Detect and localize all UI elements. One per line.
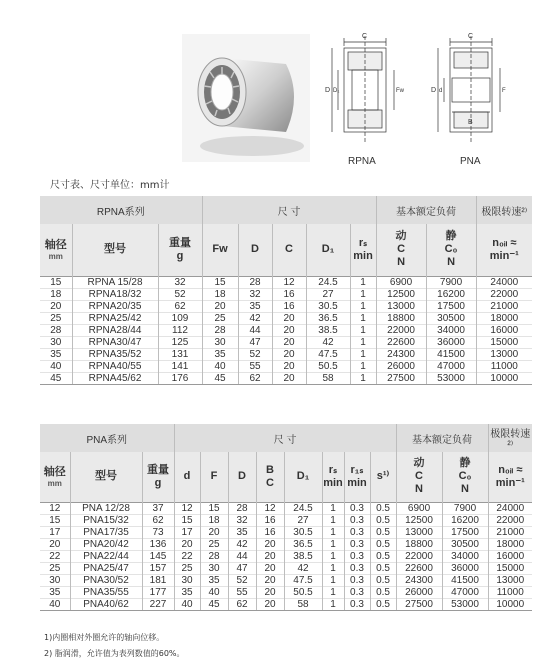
rpna-col-sta: 静 C₀ N [426, 224, 476, 276]
table-cell: 0.3 [344, 586, 370, 598]
table-cell: 47 [238, 336, 272, 348]
table-cell: 24.5 [306, 276, 350, 288]
table-cell: RPNA25/42 [72, 312, 158, 324]
table-cell: 12 [40, 502, 70, 514]
table-cell: 40 [174, 598, 200, 610]
table-cell: 11000 [476, 360, 532, 372]
table-cell: 30.5 [306, 300, 350, 312]
table-cell: 22000 [476, 288, 532, 300]
table-cell: 1 [350, 288, 376, 300]
table-cell: 20 [272, 360, 306, 372]
units-title: 尺寸表、尺寸单位：mm计 [50, 180, 170, 191]
table-cell: 47.5 [284, 574, 322, 586]
table-cell: 20 [256, 550, 284, 562]
pna-col-d: d [174, 452, 200, 502]
table-cell: 16 [272, 288, 306, 300]
table-cell: 20 [202, 300, 238, 312]
table-cell: 30 [40, 574, 70, 586]
table-cell: 0.5 [370, 538, 396, 550]
table-cell: 32 [158, 276, 202, 288]
table-cell: 0.3 [344, 550, 370, 562]
table-cell: 22000 [396, 550, 442, 562]
table-cell: PNA15/32 [70, 514, 142, 526]
table-cell: 21000 [476, 300, 532, 312]
svg-text:D: D [325, 87, 331, 94]
table-cell: 0.3 [344, 562, 370, 574]
table-cell: 16 [256, 526, 284, 538]
table-cell: 145 [142, 550, 174, 562]
table-cell: 30 [40, 336, 72, 348]
table-cell: 18000 [476, 312, 532, 324]
table-cell: PNA35/55 [70, 586, 142, 598]
table-cell: 27 [306, 288, 350, 300]
table-cell: 26000 [396, 586, 442, 598]
table-cell: 26000 [376, 360, 426, 372]
table-cell: 15 [40, 514, 70, 526]
table-cell: 15000 [488, 562, 532, 574]
table-cell: 15000 [476, 336, 532, 348]
pna-col-bc: B C [256, 452, 284, 502]
table-cell: 42 [284, 562, 322, 574]
table-cell: 20 [256, 562, 284, 574]
pna-col-d1: D₁ [284, 452, 322, 502]
table-cell: 50.5 [306, 360, 350, 372]
table-row [40, 348, 532, 360]
table-cell: 35 [40, 586, 70, 598]
bearing-photo [182, 34, 310, 162]
table-cell: 53000 [442, 598, 488, 610]
pna-col-model: 型号 [70, 452, 142, 502]
pna-diagram-label: PNA [460, 156, 481, 167]
table-cell: 53000 [426, 372, 476, 384]
table-cell: 28 [202, 324, 238, 336]
pna-table [40, 424, 532, 611]
table-row [40, 502, 532, 514]
table-cell: 27500 [396, 598, 442, 610]
table-cell: 0.3 [344, 574, 370, 586]
table-cell: 24000 [488, 502, 532, 514]
table-cell: 32 [228, 514, 256, 526]
table-cell: 0.5 [370, 586, 396, 598]
table-cell: 40 [200, 586, 228, 598]
table-cell: 17 [40, 526, 70, 538]
footnote-2: 2) 脂润滑，允许值为表列数值的60%。 [44, 649, 185, 658]
table-cell: 6900 [376, 276, 426, 288]
table-cell: 1 [322, 562, 344, 574]
table-cell: 41500 [426, 348, 476, 360]
table-cell: 52 [228, 574, 256, 586]
table-cell: 125 [158, 336, 202, 348]
table-cell: 6900 [396, 502, 442, 514]
table-cell: 10000 [476, 372, 532, 384]
svg-text:C: C [468, 33, 474, 40]
table-cell: 42 [306, 336, 350, 348]
table-cell: RPNA28/44 [72, 324, 158, 336]
table-cell: 1 [322, 550, 344, 562]
table-row [40, 336, 532, 348]
table-cell: 35 [202, 348, 238, 360]
table-cell: 16000 [476, 324, 532, 336]
table-cell: 0.3 [344, 598, 370, 610]
table-cell: 37 [142, 502, 174, 514]
table-cell: 20 [272, 348, 306, 360]
table-cell: 73 [142, 526, 174, 538]
table-cell: RPNA20/35 [72, 300, 158, 312]
table-cell: 62 [238, 372, 272, 384]
table-cell: 44 [228, 550, 256, 562]
table-cell: 24300 [396, 574, 442, 586]
table-cell: 45 [202, 372, 238, 384]
pna-diagram [428, 30, 520, 152]
table-cell: PNA20/42 [70, 538, 142, 550]
table-cell: 1 [350, 324, 376, 336]
table-cell: 1 [322, 586, 344, 598]
table-cell: 13000 [488, 574, 532, 586]
table-row [40, 288, 532, 300]
table-row [40, 586, 532, 598]
table-cell: 1 [322, 538, 344, 550]
table-cell: 55 [228, 586, 256, 598]
table-cell: 18800 [376, 312, 426, 324]
table-cell: 34000 [442, 550, 488, 562]
table-cell: 1 [350, 312, 376, 324]
table-cell: 141 [158, 360, 202, 372]
table-cell: 0.5 [370, 526, 396, 538]
table-cell: 1 [322, 574, 344, 586]
table-cell: 131 [158, 348, 202, 360]
table-cell: 22000 [488, 514, 532, 526]
table-cell: 20 [272, 336, 306, 348]
table-cell: 52 [158, 288, 202, 300]
table-cell: 36.5 [284, 538, 322, 550]
table-cell: 7900 [442, 502, 488, 514]
table-cell: 36000 [426, 336, 476, 348]
footnote-1: 1)内圈相对外圈允许的轴向位移。 [44, 633, 165, 642]
table-cell: 30500 [426, 312, 476, 324]
svg-text:D: D [431, 87, 437, 94]
table-cell: 47 [228, 562, 256, 574]
table-cell: 42 [228, 538, 256, 550]
svg-text:F: F [502, 88, 506, 94]
table-cell: 12500 [376, 288, 426, 300]
rpna-col-fw: Fw [202, 224, 238, 276]
table-cell: 20 [272, 372, 306, 384]
rpna-col-model: 型号 [72, 224, 158, 276]
table-cell: 36.5 [306, 312, 350, 324]
table-cell: PNA40/62 [70, 598, 142, 610]
table-cell: 30 [174, 574, 200, 586]
table-cell: 30 [202, 336, 238, 348]
table-cell: 20 [40, 538, 70, 550]
rpna-col-speed: n₀ᵢₗ ≈ min⁻¹ [476, 224, 532, 276]
table-cell: 21000 [488, 526, 532, 538]
table-cell: 15 [202, 276, 238, 288]
table-cell: 0.5 [370, 550, 396, 562]
table-cell: 17 [174, 526, 200, 538]
table-cell: 15 [200, 502, 228, 514]
table-cell: 40 [40, 598, 70, 610]
table-cell: 16200 [442, 514, 488, 526]
table-cell: 17500 [442, 526, 488, 538]
table-cell: 32 [238, 288, 272, 300]
table-cell: 28 [200, 550, 228, 562]
table-cell: 20 [256, 586, 284, 598]
table-cell: 22600 [376, 336, 426, 348]
rpna-col-rs: rₛ min [350, 224, 376, 276]
table-cell: 40 [202, 360, 238, 372]
svg-text:C: C [362, 33, 368, 40]
table-cell: 0.5 [370, 598, 396, 610]
table-cell: 181 [142, 574, 174, 586]
table-cell: 12500 [396, 514, 442, 526]
table-cell: RPNA35/52 [72, 348, 158, 360]
table-cell: 22600 [396, 562, 442, 574]
rpna-load-title: 基本额定负荷 [376, 196, 476, 224]
rpna-col-dyn: 动 C N [376, 224, 426, 276]
pna-col-rs: rₛ min [322, 452, 344, 502]
table-cell: 44 [238, 324, 272, 336]
table-cell: 1 [350, 348, 376, 360]
table-cell: 16 [256, 514, 284, 526]
table-cell: 20 [272, 324, 306, 336]
table-cell: 16000 [488, 550, 532, 562]
rpna-col-c: C [272, 224, 306, 276]
table-cell: 34000 [426, 324, 476, 336]
table-cell: 47000 [426, 360, 476, 372]
rpna-dims-title: 尺 寸 [202, 196, 376, 224]
table-cell: 17500 [426, 300, 476, 312]
table-cell: 50.5 [284, 586, 322, 598]
table-cell: 41500 [442, 574, 488, 586]
table-cell: 28 [228, 502, 256, 514]
table-cell: 0.5 [370, 514, 396, 526]
pna-col-f: F [200, 452, 228, 502]
table-cell: 20 [200, 526, 228, 538]
table-cell: 12 [256, 502, 284, 514]
table-cell: 27 [284, 514, 322, 526]
svg-text:Fw: Fw [396, 88, 404, 94]
table-cell: RPNA18/32 [72, 288, 158, 300]
pna-col-dd: D [228, 452, 256, 502]
table-cell: 58 [306, 372, 350, 384]
rpna-series-title: RPNA系列 [40, 196, 202, 224]
table-cell: RPNA40/55 [72, 360, 158, 372]
table-cell: RPNA45/62 [72, 372, 158, 384]
rpna-col-d: D [238, 224, 272, 276]
table-cell: RPNA 15/28 [72, 276, 158, 288]
rpna-diagram [322, 30, 414, 152]
table-cell: 62 [228, 598, 256, 610]
table-cell: 20 [272, 312, 306, 324]
table-row [40, 538, 532, 550]
table-cell: 1 [350, 336, 376, 348]
table-cell: 20 [256, 574, 284, 586]
table-cell: 36000 [442, 562, 488, 574]
table-cell: 0.5 [370, 502, 396, 514]
table-cell: 47000 [442, 586, 488, 598]
svg-text:B: B [468, 119, 473, 126]
table-row [40, 574, 532, 586]
table-cell: 58 [284, 598, 322, 610]
table-cell: 1 [322, 502, 344, 514]
table-row [40, 514, 532, 526]
rpna-col-shaft: 轴径 mm [44, 238, 67, 261]
table-cell: 0.3 [344, 502, 370, 514]
table-cell: 0.3 [344, 514, 370, 526]
rpna-col-weight: 重量 g [158, 224, 202, 276]
rpna-table [40, 196, 532, 385]
table-cell: 1 [350, 276, 376, 288]
table-cell: 20 [256, 598, 284, 610]
table-cell: 0.5 [370, 574, 396, 586]
table-cell: 22000 [376, 324, 426, 336]
table-row [40, 360, 532, 372]
pna-col-rs1: r₁ₛ min [344, 452, 370, 502]
table-cell: 25 [174, 562, 200, 574]
pna-col-shaft: 轴径 mm [43, 465, 66, 488]
table-cell: 52 [238, 348, 272, 360]
table-cell: 13000 [476, 348, 532, 360]
table-cell: 1 [350, 372, 376, 384]
table-cell: 40 [40, 360, 72, 372]
pna-col-dyn: 动 C N [396, 452, 442, 502]
table-cell: 20 [174, 538, 200, 550]
table-cell: 109 [158, 312, 202, 324]
table-cell: 227 [142, 598, 174, 610]
table-cell: 112 [158, 324, 202, 336]
pna-series-title: PNA系列 [40, 424, 174, 452]
pna-speed-title: 极限转速²⁾ [488, 424, 532, 452]
table-cell: PNA22/44 [70, 550, 142, 562]
table-cell: 30500 [442, 538, 488, 550]
pna-col-weight: 重量 g [142, 452, 174, 502]
table-cell: PNA30/52 [70, 574, 142, 586]
table-cell: 18 [40, 288, 72, 300]
table-cell: 16 [272, 300, 306, 312]
table-cell: 62 [142, 514, 174, 526]
table-cell: 1 [350, 360, 376, 372]
table-cell: 10000 [488, 598, 532, 610]
table-row [40, 276, 532, 288]
table-cell: 15 [174, 514, 200, 526]
table-row [40, 550, 532, 562]
table-cell: 1 [322, 514, 344, 526]
table-cell: 11000 [488, 586, 532, 598]
table-cell: RPNA30/47 [72, 336, 158, 348]
table-cell: 35 [174, 586, 200, 598]
table-cell: 45 [40, 372, 72, 384]
table-cell: 25 [202, 312, 238, 324]
table-cell: 35 [40, 348, 72, 360]
table-cell: 18800 [396, 538, 442, 550]
table-cell: 38.5 [306, 324, 350, 336]
table-cell: 18000 [488, 538, 532, 550]
table-row [40, 526, 532, 538]
table-cell: 35 [228, 526, 256, 538]
table-cell: 42 [238, 312, 272, 324]
table-cell: 55 [238, 360, 272, 372]
table-cell: 24.5 [284, 502, 322, 514]
table-cell: 176 [158, 372, 202, 384]
table-cell: 20 [40, 300, 72, 312]
pna-load-title: 基本额定负荷 [396, 424, 488, 452]
table-row [40, 372, 532, 384]
table-cell: 0.3 [344, 526, 370, 538]
table-cell: 13000 [376, 300, 426, 312]
table-cell: 22 [174, 550, 200, 562]
table-row [40, 324, 532, 336]
table-row [40, 312, 532, 324]
table-cell: 1 [322, 598, 344, 610]
table-cell: 47.5 [306, 348, 350, 360]
table-cell: 13000 [396, 526, 442, 538]
svg-text:D₁: D₁ [333, 88, 340, 94]
table-cell: 27500 [376, 372, 426, 384]
table-cell: 30 [200, 562, 228, 574]
table-cell: 20 [256, 538, 284, 550]
table-cell: PNA25/47 [70, 562, 142, 574]
svg-text:d: d [439, 88, 443, 94]
table-cell: 62 [158, 300, 202, 312]
table-cell: 35 [200, 574, 228, 586]
table-row [40, 300, 532, 312]
pna-col-speed: n₀ᵢₗ ≈ min⁻¹ [488, 452, 532, 502]
table-cell: 16200 [426, 288, 476, 300]
table-cell: 38.5 [284, 550, 322, 562]
pna-dims-title: 尺 寸 [174, 424, 396, 452]
table-cell: 12 [272, 276, 306, 288]
table-cell: 177 [142, 586, 174, 598]
pna-col-s: s¹⁾ [370, 452, 396, 502]
table-cell: 1 [350, 300, 376, 312]
table-cell: 0.5 [370, 562, 396, 574]
table-cell: 45 [200, 598, 228, 610]
table-cell: 0.3 [344, 538, 370, 550]
table-cell: 25 [200, 538, 228, 550]
table-cell: 30.5 [284, 526, 322, 538]
pna-col-sta: 静 C₀ N [442, 452, 488, 502]
table-cell: 18 [202, 288, 238, 300]
table-row [40, 562, 532, 574]
table-cell: 15 [40, 276, 72, 288]
table-cell: 22 [40, 550, 70, 562]
table-cell: 28 [238, 276, 272, 288]
table-cell: 1 [322, 526, 344, 538]
table-row [40, 598, 532, 610]
table-cell: 35 [238, 300, 272, 312]
table-cell: 24300 [376, 348, 426, 360]
table-cell: PNA 12/28 [70, 502, 142, 514]
table-cell: 7900 [426, 276, 476, 288]
rpna-speed-title: 极限转速²⁾ [476, 196, 532, 224]
rpna-col-d1: D₁ [306, 224, 350, 276]
table-cell: 28 [40, 324, 72, 336]
table-cell: 24000 [476, 276, 532, 288]
table-cell: 136 [142, 538, 174, 550]
table-cell: PNA17/35 [70, 526, 142, 538]
table-cell: 18 [200, 514, 228, 526]
rpna-diagram-label: RPNA [348, 156, 376, 167]
table-cell: 12 [174, 502, 200, 514]
table-cell: 25 [40, 562, 70, 574]
table-cell: 25 [40, 312, 72, 324]
table-cell: 157 [142, 562, 174, 574]
